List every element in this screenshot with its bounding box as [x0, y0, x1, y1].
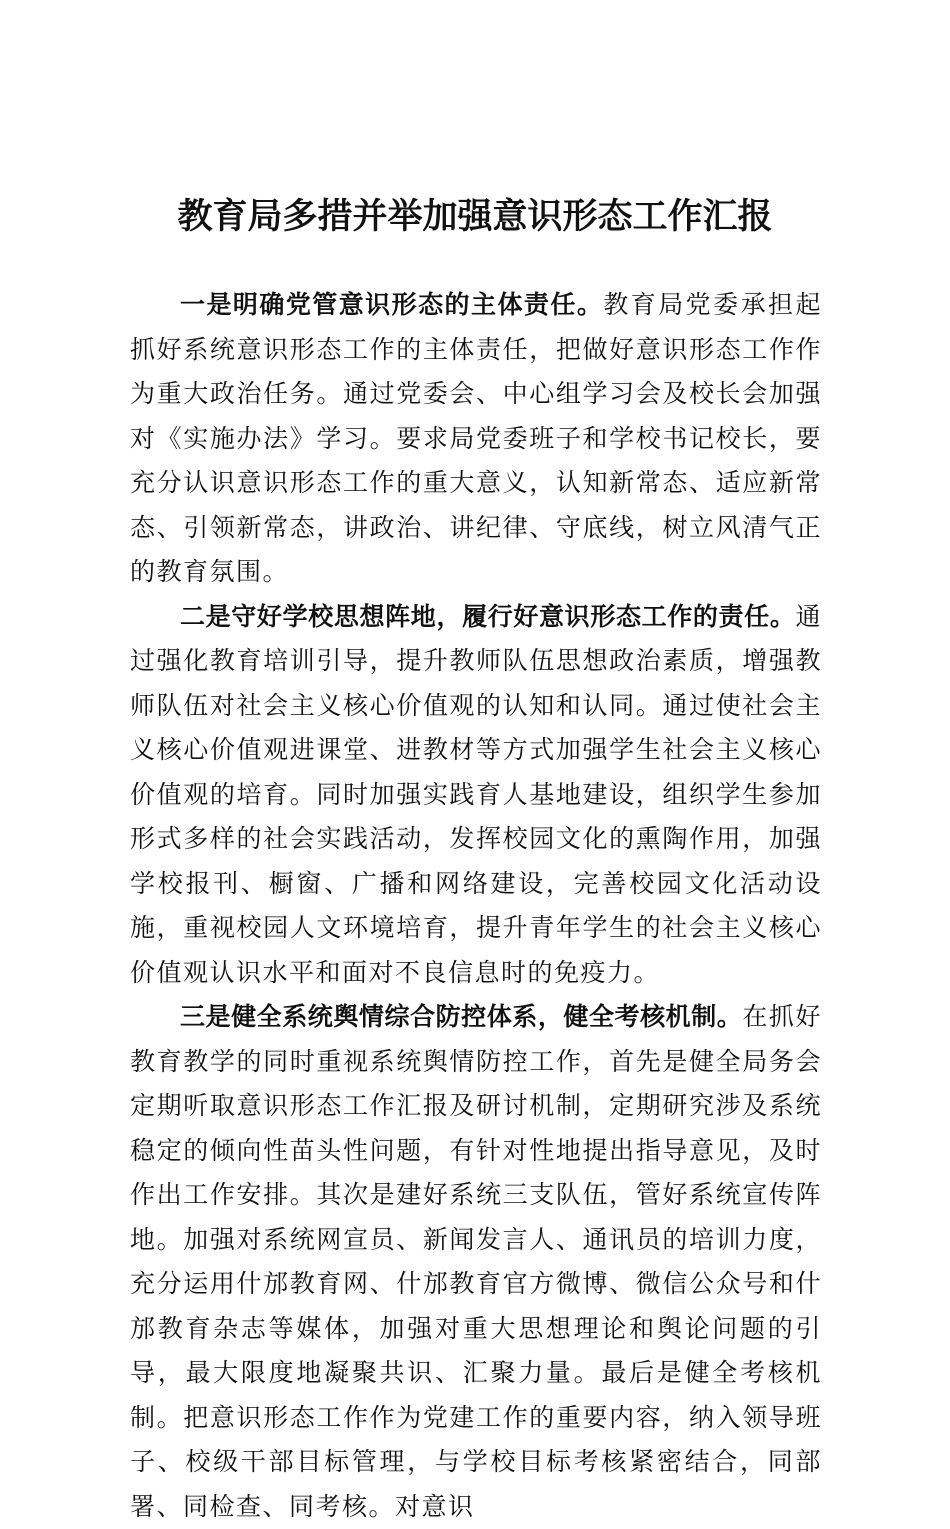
paragraph-2-lead: 二是守好学校思想阵地，履行好意识形态工作的责任。	[180, 601, 796, 631]
paragraph-2-text: 通过强化教育培训引导，提升教师队伍思想政治素质，增强教师队伍对社会主义核心价值观的认知和认同。通过使社会主义核心价值观进课堂、进教材等方式加强学生社会主义核心价值观的培育。同时加强实践育人基地建设，组织学生参加形式多样的社会实践活动，发挥校园文化的熏陶作用，加强学校报刊、橱窗、广播和网络建设，完善校园文化活动设施，重视校园人文环境培育，提升青年学生的社会主义核心价值观认识水平和面对不良信息时的免疫力。	[130, 601, 822, 987]
paragraph-1-text: 教育局党委承担起抓好系统意识形态工作的主体责任，把做好意识形态工作作为重大政治任务。通过党委会、中心组学习会及校长会加强对《实施办法》学习。要求局党委班子和学校书记校长，要充分认识意识形态工作的重大意义，认知新常态、适应新常态、引领新常态，讲政治、讲纪律、守底线，树立风清气正的教育氛围。	[130, 290, 822, 586]
paragraph-3-text: 在抓好教育教学的同时重视系统舆情防控工作，首先是健全局务会定期听取意识形态工作汇报及研讨机制，定期研究涉及系统稳定的倾向性苗头性问题，有针对性地提出指导意见，及时作出工作安排。其次是建好系统三支队伍，管好系统宣传阵地。加强对系统网宣员、新闻发言人、通讯员的培训力度，充分运用什邡教育网、什邡教育官方微博、微信公众号和什邡教育杂志等媒体，加强对重大思想理论和舆论问题的引导，最大限度地凝聚共识、汇聚力量。最后是健全考核机制。把意识形态工作作为党建工作的重要内容，纳入领导班子、校级干部目标管理，与学校目标考核紧密结合，同部署、同检查、同考核。对意识	[130, 1002, 822, 1521]
document-body	[130, 283, 822, 1529]
paragraph-2	[130, 595, 822, 996]
paragraph-3	[130, 995, 822, 1529]
paragraph-1-lead: 一是明确党管意识形态的主体责任。	[180, 290, 604, 319]
paragraph-1	[130, 283, 822, 595]
document-title: 教育局多措并举加强意识形态工作汇报	[177, 196, 773, 237]
paragraph-3-lead: 三是健全系统舆情综合防控体系，健全考核机制。	[180, 1002, 743, 1031]
